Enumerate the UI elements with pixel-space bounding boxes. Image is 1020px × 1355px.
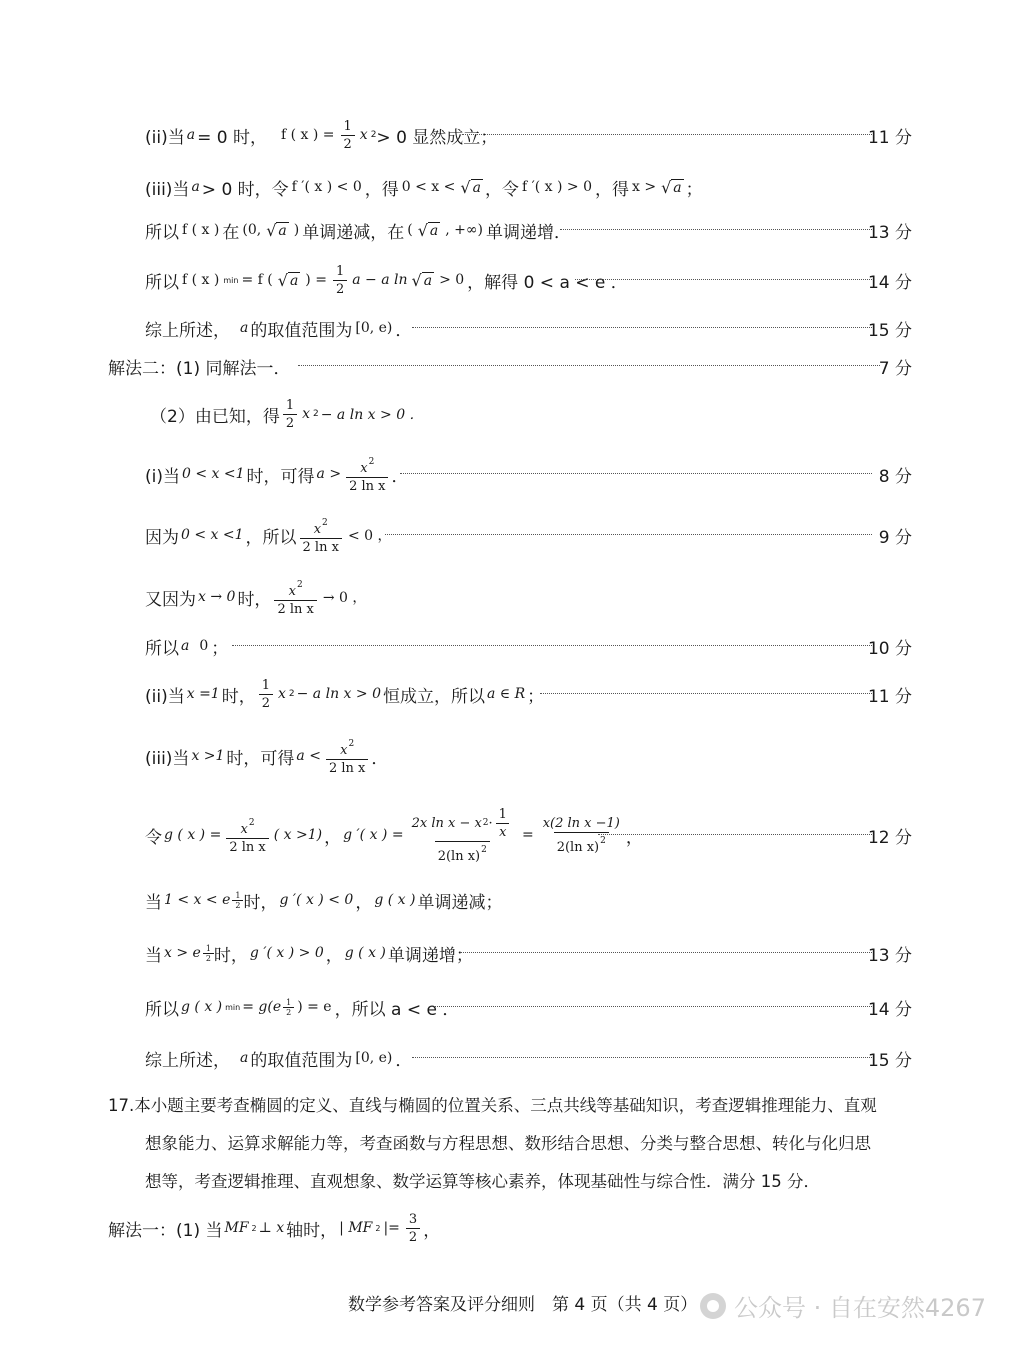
score: 9 分 [878, 527, 912, 548]
line-text: (i)当 [145, 466, 180, 487]
leader-dots [462, 134, 872, 135]
math: x >1 [191, 748, 225, 764]
math: − a ln x > 0 ． [320, 407, 424, 423]
solution-line [0, 384, 1020, 444]
radicand: a [673, 179, 682, 196]
line-text: ，令 [484, 179, 519, 200]
solution-line [0, 1198, 1020, 1258]
sqrt: √ a [266, 220, 287, 240]
frac-num: x [340, 742, 348, 758]
line-text: ，解得 0 < a < e ． [467, 272, 628, 293]
fraction [540, 815, 623, 856]
frac-den: 2 [259, 694, 273, 712]
math: 1 < x < e [164, 892, 231, 908]
paragraph-line: 17.本小题主要考查椭圆的定义、直线与椭圆的位置关系、三点共线等基础知识，考查逻辑推理能力、直观 [108, 1096, 877, 1115]
line-text: ， [324, 827, 342, 848]
line-text: ． [395, 320, 413, 341]
frac-den: 2 ln x [326, 759, 368, 777]
line-text: ； [527, 686, 545, 707]
sqrt: √ a [277, 270, 299, 290]
math: a [191, 179, 200, 195]
solution-line [0, 726, 1020, 786]
math: (0, [242, 222, 262, 238]
superscript: 2 [368, 456, 375, 467]
fraction [274, 577, 316, 618]
line-text: ； [685, 179, 703, 200]
leader-dots [385, 534, 872, 535]
score: 13 分 [867, 945, 912, 966]
solution-line [0, 923, 1020, 983]
leader-dots [412, 327, 872, 328]
solution-line [0, 870, 1020, 930]
frac-den: 2 [283, 1007, 294, 1017]
frac-den: 2 [341, 135, 355, 153]
subscript: min [223, 275, 239, 285]
line-text: ， [355, 892, 373, 913]
sqrt: √ a [661, 177, 682, 197]
line-text: 综上所述， [145, 1050, 230, 1071]
leader-dots [232, 645, 872, 646]
line-text: ． [371, 748, 389, 769]
exp-fraction [232, 891, 243, 910]
line-text: 时， [237, 589, 272, 610]
math: x → 0 [198, 589, 236, 605]
line-text: (ii)当 [145, 127, 185, 148]
line-text: 时，可得 [226, 748, 295, 769]
math: x =1 [186, 686, 220, 702]
line-text: ， [423, 1220, 441, 1241]
line-text: 恒成立，所以 [382, 686, 485, 707]
fraction [341, 118, 355, 153]
score: 14 分 [867, 272, 912, 293]
line-text: 所以 [145, 222, 179, 243]
math: x > e [164, 945, 201, 961]
line-text: 轴时， [286, 1220, 338, 1241]
frac-num: 1 [235, 890, 241, 900]
math: 0 < x <1 [181, 527, 244, 543]
frac-den: 2 ln x [346, 477, 388, 495]
math: f ( x ) [182, 272, 220, 288]
fraction [326, 736, 368, 777]
line-text: （2）由已知，得 [150, 406, 280, 427]
line-text: (iii)当 [145, 748, 190, 769]
line-text: ， [325, 945, 343, 966]
leader-dots [298, 365, 880, 366]
score: 14 分 [867, 999, 912, 1020]
line-text: 当 [145, 945, 162, 966]
question-17-intro [108, 1087, 918, 1201]
math: | MF [339, 1220, 373, 1236]
fraction [333, 263, 347, 298]
leader-dots [412, 1057, 872, 1058]
frac-den: 2 ln x [274, 600, 316, 618]
exp-fraction [283, 998, 294, 1017]
solution-line [0, 444, 1020, 504]
line-text: 单调递减； [417, 892, 503, 913]
frac-den: 2 [232, 900, 243, 910]
math: x [359, 127, 368, 143]
superscript: 2 [322, 517, 328, 528]
superscript: 2 [248, 817, 255, 828]
frac-den: 2(ln x) [556, 839, 600, 855]
math: a ∈ R [486, 686, 526, 702]
frac-den: 2 [283, 414, 297, 432]
line-text: 综上所述， [145, 320, 230, 341]
frac-num: 1 [343, 118, 352, 134]
radicand: a [289, 272, 299, 289]
math: − a ln x > 0 [296, 686, 381, 702]
line-text: 时，可得 [246, 466, 315, 487]
math: g ( x ) [374, 892, 416, 908]
superscript: 2 [482, 817, 489, 828]
score: 8 分 [878, 466, 912, 487]
fraction [300, 515, 342, 556]
score: 7 分 [878, 358, 912, 379]
superscript: 2 [348, 738, 355, 749]
score: 12 分 [867, 827, 912, 848]
line-text: 令 [145, 827, 162, 848]
frac-num: 1 [261, 677, 270, 693]
line-text: 所以 [145, 999, 179, 1020]
line-text: ． [395, 1050, 413, 1071]
fraction [283, 397, 297, 432]
frac-num: 1 [285, 397, 295, 413]
frac-den: 2 [203, 953, 214, 963]
line-text: ； [211, 638, 229, 659]
frac-den: 2 ln x [300, 538, 342, 556]
leader-dots [400, 473, 872, 474]
line-text: 又因为 [145, 589, 196, 610]
line-text: 单调递减，在 [302, 222, 405, 243]
fraction [409, 806, 516, 865]
math: a − a ln [352, 272, 408, 288]
math: g ( x ) [181, 999, 223, 1015]
math: ⊥ x [258, 1220, 285, 1236]
inner-fraction [496, 806, 510, 841]
score: 13 分 [867, 222, 912, 243]
math: 0 < x < [401, 179, 456, 195]
math: a [181, 638, 190, 654]
paragraph-line: 想象能力、运算求解能力等，考查函数与方程思想、数形结合思想、分类与整合思想、转化与化归思 [145, 1134, 871, 1153]
line-text: 时， [221, 686, 256, 707]
leader-dots [575, 279, 872, 280]
math: [0, e) [355, 1050, 393, 1066]
frac-den: x [499, 824, 507, 840]
math: ( [407, 222, 413, 238]
radicand: a [423, 272, 433, 289]
line-text: 当 [145, 892, 162, 913]
radicand: a [472, 179, 481, 196]
frac-num: x [240, 821, 248, 837]
math: a [186, 127, 196, 143]
frac-num: x(2 ln x −1) [542, 815, 620, 831]
score: 11 分 [867, 127, 912, 148]
math: g ′( x ) > 0 [249, 945, 324, 961]
math: x [302, 406, 311, 422]
radicand: a [278, 222, 287, 239]
frac-den: 2(ln x) [437, 848, 481, 864]
frac-num: 2x ln x − x [411, 815, 482, 831]
frac-num: 1 [286, 997, 292, 1007]
paragraph-line: 想等，考查逻辑推理、直观想象、数学运算等核心素养，体现基础性与综合性．满分 15 分． [145, 1172, 820, 1191]
math: ) = [305, 272, 327, 288]
line-text: 所以 [145, 638, 179, 659]
line-text: 所以 [145, 272, 179, 293]
line-text: ． [391, 466, 409, 487]
frac-num: x [313, 521, 322, 537]
math: a < [296, 748, 321, 764]
math: 0 [199, 638, 209, 654]
leader-dots [540, 693, 872, 694]
math: f ′( x ) < 0 [291, 179, 362, 195]
math: x > [632, 179, 657, 195]
math: f ( x ) [182, 222, 220, 238]
line-text: 单调递增． [486, 222, 572, 243]
solution-line [0, 105, 1020, 165]
line-text: ，所以 [245, 527, 297, 548]
frac-den: 2 [406, 1228, 420, 1246]
math: a [240, 320, 249, 336]
line-text: ，所以 a < e ． [334, 999, 460, 1020]
leader-dots [435, 1006, 872, 1007]
fraction [406, 1211, 420, 1246]
math: · [488, 815, 493, 831]
math: MF [224, 1220, 249, 1236]
line-text: 因为 [145, 527, 179, 548]
math: ( x >1) [273, 827, 323, 843]
line-text: 的取值范围为 [250, 1050, 353, 1071]
frac-den: 2 ln x [226, 838, 268, 856]
solution-line [0, 805, 1020, 865]
math: , +∞) [445, 222, 484, 238]
wechat-icon [700, 1293, 726, 1319]
math: = g(e [242, 999, 282, 1015]
solution-line [0, 505, 1020, 565]
line-text: = 0 时， [197, 127, 267, 148]
line-text: (iii)当 [145, 179, 190, 200]
line-text: > 0 时，令 [201, 179, 289, 200]
math: > 0 [439, 272, 465, 288]
watermark-text: 公众号 · 自在安然4267 [734, 1294, 986, 1322]
frac-den: 2 [333, 280, 347, 298]
sqrt: √ a [411, 270, 433, 290]
math: a > [316, 466, 342, 482]
score: 10 分 [867, 638, 912, 659]
frac-num: 1 [205, 943, 211, 953]
math: f ′( x ) > 0 [521, 179, 593, 195]
math: = [521, 827, 534, 843]
math: g ′( x ) = [343, 827, 404, 843]
line-text: 解法一：(1) 当 [108, 1220, 223, 1241]
frac-num: x [288, 583, 296, 599]
math: → 0 ， [322, 590, 367, 606]
leader-dots [598, 834, 872, 835]
line-text: 时， [213, 945, 248, 966]
superscript: 2 [296, 579, 303, 590]
line-text: ， [625, 827, 643, 848]
solution-line [0, 664, 1020, 724]
math: ) = e [297, 999, 332, 1015]
superscript: 2 [481, 844, 487, 855]
line-text: 单调递增； [387, 945, 473, 966]
math: [0, e) [355, 320, 393, 336]
line-text: 解法二：(1) 同解法一． [108, 358, 291, 379]
page-footer: 数学参考答案及评分细则 第 4 页（共 4 页） [348, 1295, 698, 1315]
line-text: (ii)当 [145, 686, 185, 707]
math: 0 < x <1 [182, 466, 245, 482]
exp-fraction [203, 944, 214, 963]
superscript: 2 [288, 689, 295, 699]
solution-line [0, 1028, 1020, 1088]
sqrt: √ a [417, 220, 439, 240]
line-text: 的取值范围为 [250, 320, 353, 341]
math: g ( x ) [344, 945, 386, 961]
frac-num: 1 [335, 263, 345, 279]
superscript: 2 [600, 835, 606, 846]
fraction [259, 677, 273, 712]
frac-num: x [360, 460, 368, 476]
frac-num: 1 [498, 806, 507, 822]
subscript: 2 [375, 1223, 381, 1233]
sqrt: √ a [460, 177, 481, 197]
score: 11 分 [867, 686, 912, 707]
math: f ( x ) = [280, 127, 335, 143]
superscript: 2 [370, 130, 377, 140]
score: 15 分 [867, 320, 912, 341]
math: = f ( [241, 272, 273, 288]
fraction [346, 454, 388, 495]
line-text: > 0 显然成立； [376, 127, 498, 148]
math: g ( x ) = [164, 827, 222, 843]
math: x [277, 686, 286, 702]
frac-num: 3 [408, 1211, 418, 1227]
line-text: ，得 [364, 179, 399, 200]
score: 15 分 [867, 1050, 912, 1071]
radicand: a [429, 222, 439, 239]
subscript: 2 [251, 1223, 257, 1233]
math: < 0 ， [347, 528, 392, 544]
math: a [240, 1050, 249, 1066]
math: g ′( x ) < 0 [279, 892, 354, 908]
fraction [226, 815, 268, 856]
line-text: ，得 [595, 179, 630, 200]
subscript: min [225, 1002, 241, 1012]
math: |= [383, 1220, 400, 1236]
watermark [700, 1288, 986, 1323]
leader-dots [460, 952, 872, 953]
leader-dots [560, 229, 872, 230]
line-text: 时， [243, 892, 278, 913]
math: ) [293, 222, 300, 238]
superscript: 2 [313, 409, 319, 419]
line-text: 在 [222, 222, 240, 243]
